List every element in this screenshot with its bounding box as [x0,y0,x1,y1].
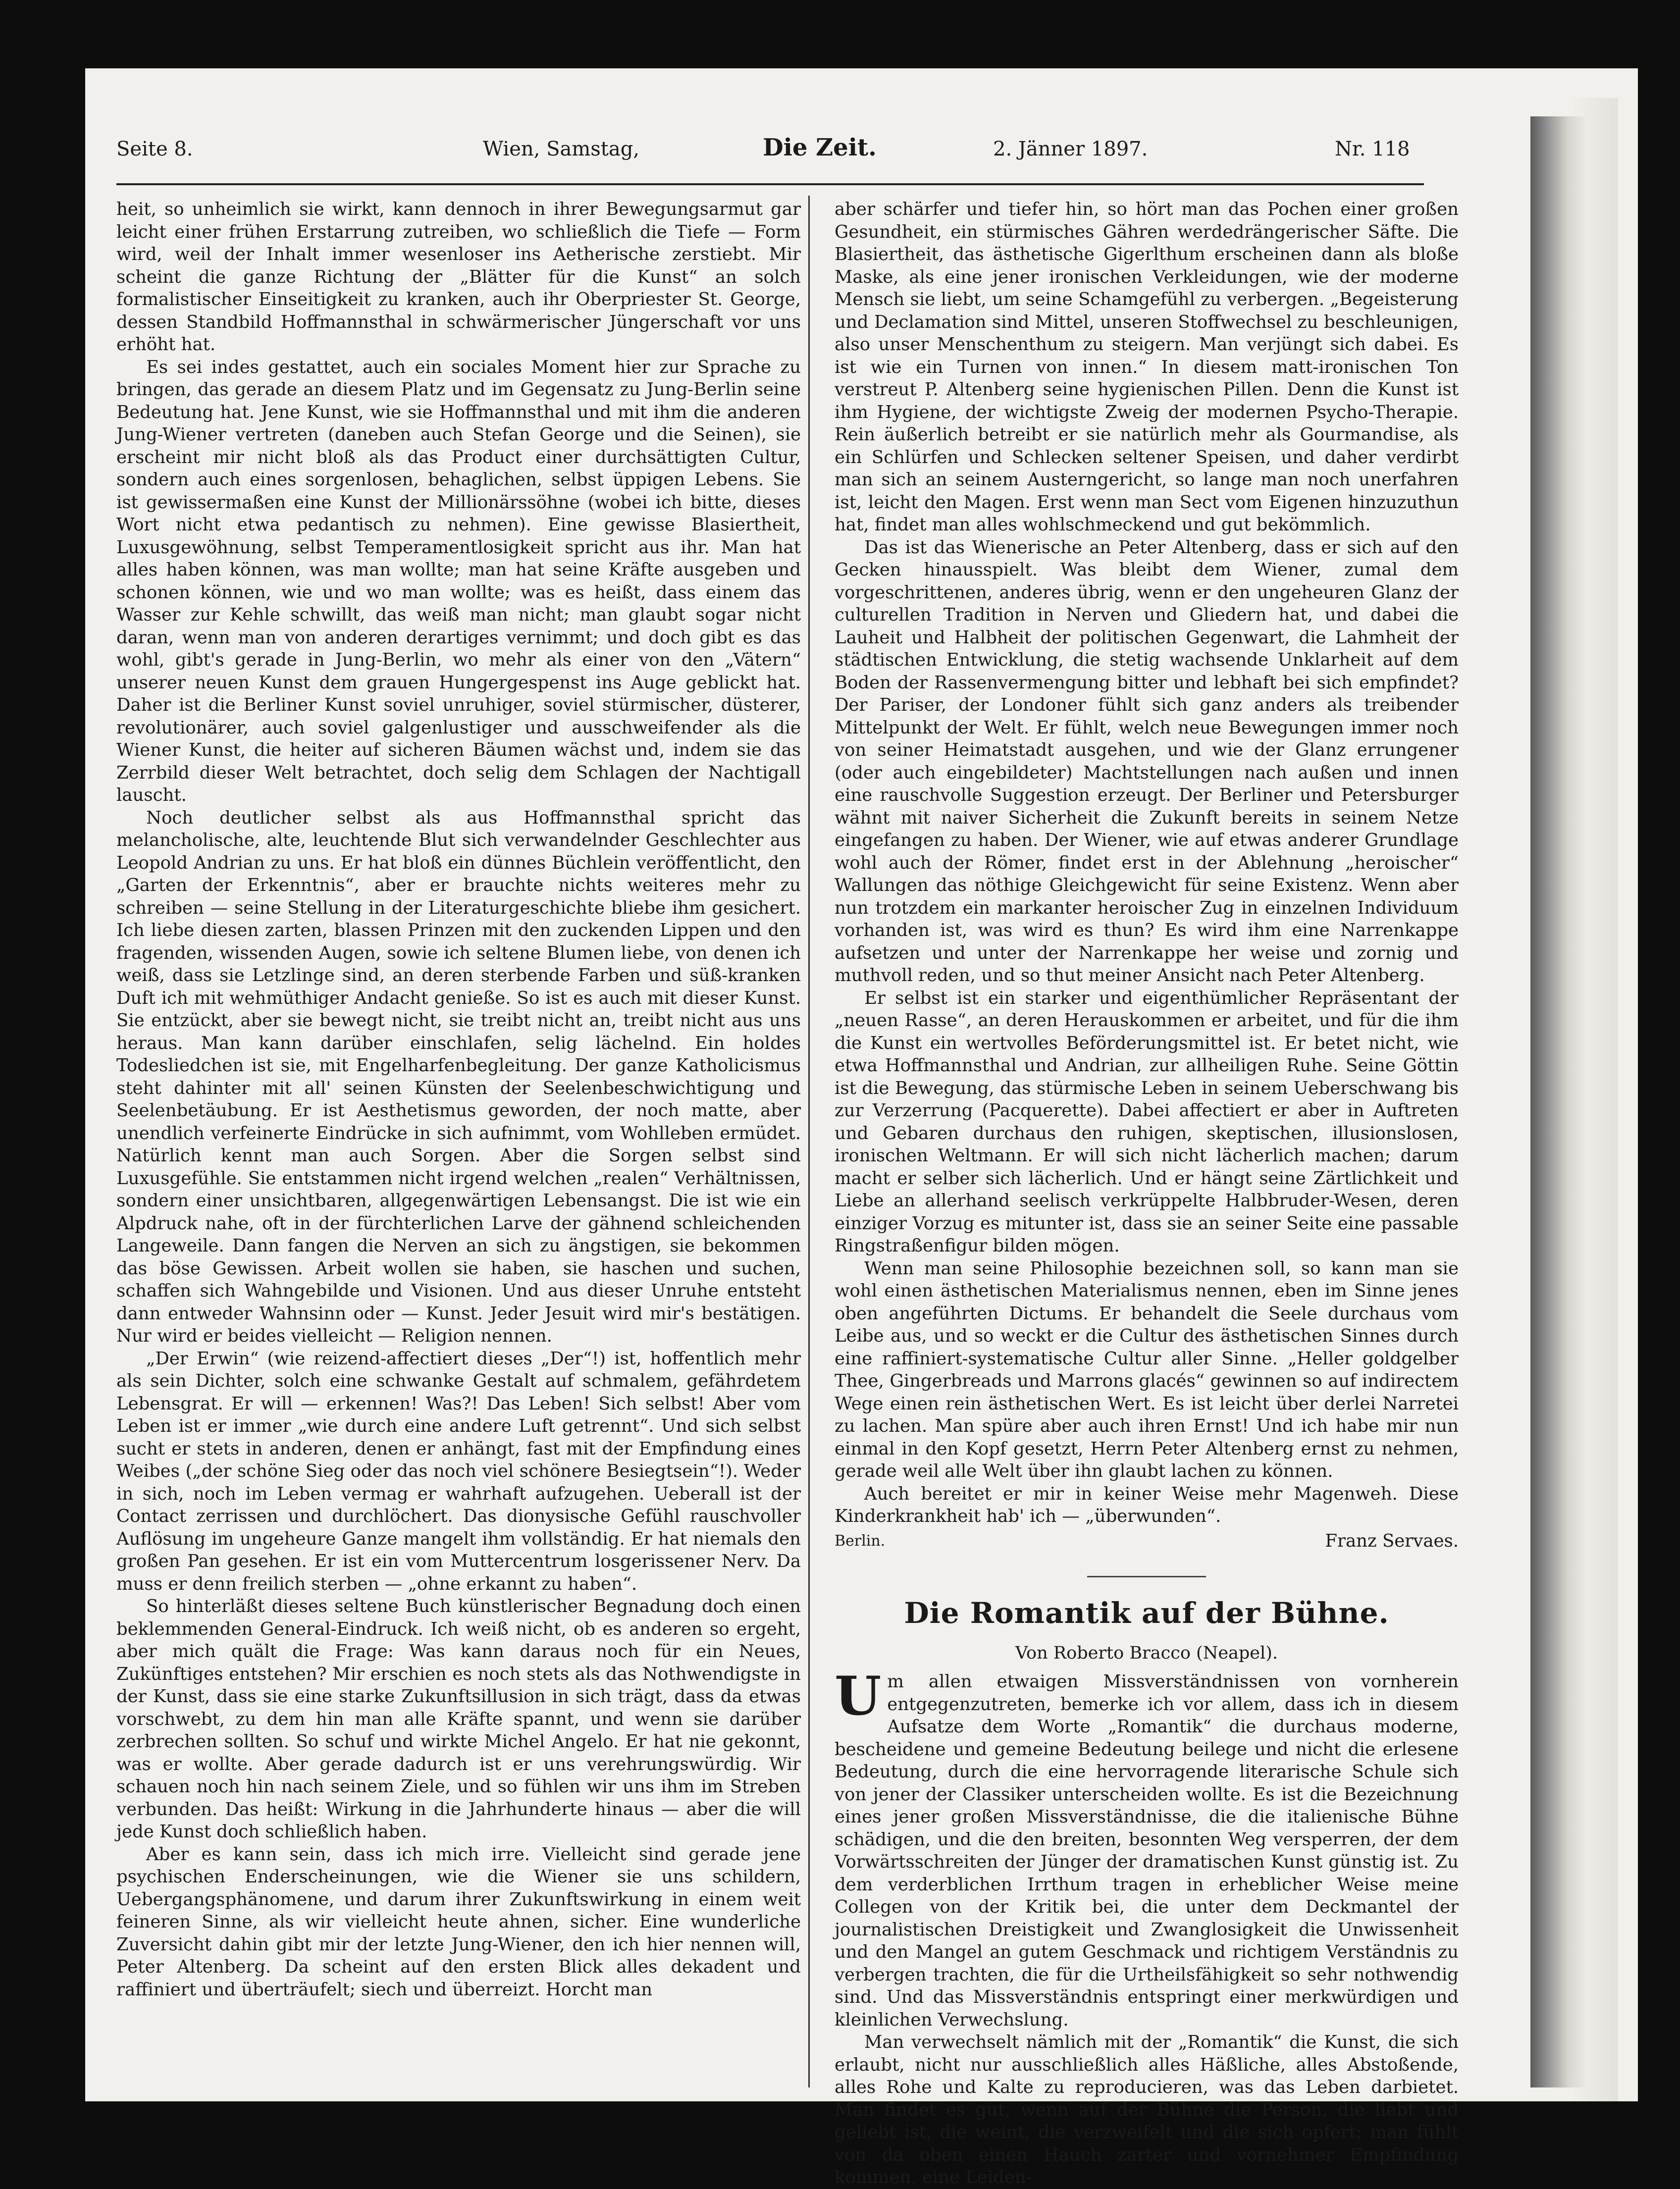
issue-number: Nr. 118 [1335,138,1410,160]
paragraph: Er selbst ist ein starker und eigenthümlicher Repräsentant der „neuen Rasse“, an deren Herauskommen er arbeitet, und für die ihm die Kunst ein wertvolles Beförderungsmittel ist. Er betet nicht, wie etwa Hoffmannsthal und Andrian, zur allheiligen Ruhe. Seine Göttin ist die Bewegung, das stürmische Leben in seinem Ueberschwang bis zur Verzerrung (Pacquerette). Dabei affectiert er aber in Auftreten und Gebaren durchaus den ruhigen, skeptischen, illusionslosen, ironischen Weltmann. Er will sich nicht lächerlich machen; darum macht er selber sich lächerlich. Und er hängt seine Zärtlichkeit und Liebe an allerhand seelisch verkrüppelte Halbbruder-Wesen, deren einziger Vorzug es mitunter ist, dass sie an seiner Seite eine passable Ringstraßenfigur bilden mögen. [835,988,1459,1256]
issue-date: 2. Jänner 1897. [993,138,1148,160]
paragraph: Es sei indes gestattet, auch ein sociales Moment hier zur Sprache zu bringen, das gerade an diesem Platz und im Gegensatz zu Jung-Berlin seine Bedeutung hat. Jene Kunst, wie sie Hoffmannsthal und mit ihm die anderen Jung-Wiener vertreten (daneben auch Stefan George und die Seinen), sie erscheint mir nicht bloß als das Product einer durchsättigten Cultur, sondern auch eines sorgenlosen, behaglichen, selbst üppigen Lebens. Sie ist gewissermaßen eine Kunst der Millionärssöhne (wobei ich bitte, dieses Wort nicht etwa pedantisch zu nehmen). Eine gewisse Blasiertheit, Luxusgewöhnung, selbst Temperamentlosigkeit spricht aus ihr. Man hat alles haben können, was man wollte; man hat seine Kräfte ausgeben und schonen können, wie und wo man wollte; was es heißt, dass einem das Wasser zur Kehle schwillt, das weiß man nicht; man glaubt sogar nicht daran, wenn man von anderen derartiges vernimmt; und doch gibt es das wohl, gibt's gerade in Jung-Berlin, wo mehr als einer von den „Vätern“ unserer neuen Kunst dem grauen Hungergespenst ins Auge geblickt hat. Daher ist die Berliner Kunst soviel unruhiger, soviel stürmischer, düsterer, revolutionärer, auch soviel galgenlustiger und ausschweifender als die Wiener Kunst, die heiter auf sicheren Bäumen wächst und, indem sie das Zerrbild dieser Welt betrachtet, doch selig dem Schlagen der Nachtigall lauscht. [116,357,801,805]
author-signature: Franz Servaes. [1325,1530,1459,1551]
paragraph [835,1665,1459,2031]
paragraph: Noch deutlicher selbst als aus Hoffmannsthal spricht das melancholische, alte, leuchtende Blut sich verwandelnder Geschlechter aus Leopold Andrian zu uns. Er hat bloß ein dünnes Büchlein veröffentlicht, den „Garten der Erkenntnis“, aber er brauchte nichts weiteres mehr zu schreiben — seine Stellung in der Literaturgeschichte bliebe ihm gesichert. Ich liebe diesen zarten, blassen Prinzen mit den zuckenden Lippen und den fragenden, wissenden Augen, sowie ich seltene Blumen liebe, von denen ich weiß, dass sie Letzlinge sind, an deren sterbende Farben und süß-kranken Duft ich mit wehmüthiger Andacht genieße. So ist es auch mit dieser Kunst. Sie entzückt, aber sie bewegt nicht, sie treibt nicht an, treibt nicht aus uns heraus. Man kann darüber einschlafen, selig lächelnd. Ein holdes Todesliedchen ist sie, mit Engelharfenbegleitung. Der ganze Katholicismus steht dahinter mit all' seinen Künsten der Seelenbeschwichtigung und Seelenbetäubung. Er ist Aesthetismus geworden, der noch matte, aber unendlich verfeinerte Eindrücke in sich aufnimmt, vom Wohlleben ermüdet. Natürlich kennt man auch Sorgen. Aber die Sorgen selbst sind Luxusgefühle. Sie entstammen nicht irgend welchen „realen“ Verhältnissen, sondern einer unsichtbaren, allgegenwärtigen Lebensangst. Die ist wie ein Alpdruck nahe, oft in der fürchterlichen Larve der gähnend schleichenden Langeweile. Dann fangen die Nerven an sich zu ängstigen, sie bekommen das böse Gewissen. Arbeit wollen sie haben, sie haschen und suchen, schaffen sich Wahngebilde und Visionen. Und aus dieser Unruhe entsteht dann entweder Wahnsinn oder — Kunst. Jeder Jesuit wird mir's bestätigen. Nur wird er beides vielleicht — Religion nennen. [116,807,801,1346]
header-rule [116,183,1424,185]
paragraph: Das ist das Wienerische an Peter Altenberg, dass er sich auf den Gecken hinausspielt. Was bleibt dem Wiener, zumal dem vorgeschrittenen, anderes übrig, wenn er den ungeheuren Glanz der culturellen Tradition in Nerven und Gliedern hat, und dabei die Lauheit und Halbheit der politischen Gegenwart, die Lahmheit der städtischen Entwicklung, die stetig wachsende Unklarheit auf dem Boden der Rassenvermengung bitter und lebhaft bei sich empfindet? Der Pariser, der Londoner fühlt sich ganz anders als treibender Mittelpunkt der Welt. Er fühlt, welch neue Bewegungen immer noch von seiner Heimatstadt ausgehen, und wie der Glanz errungener (oder auch eingebildeter) Machtstellungen nach außen und innen eine rauschvolle Suggestion erzeugt. Der Berliner und Petersburger wähnt mit naiver Sicherheit die Zukunft bereits in seinem Netze eingefangen zu haben. Der Wiener, wie auf etwas anderer Grundlage wohl auch der Römer, findet erst in der Ablehnung „heroischer“ Wallungen das nöthige Gleichgewicht für seine Existenz. Wenn aber nun trotzdem ein markanter heroischer Zug in einzelnen Individuum vorhanden ist, was wird es thun? Es wird ihm eine Narrenkappe aufsetzen und unter der Narrenkappe her weise und zornig und muthvoll reden, und so thut meiner Ansicht nach Peter Altenberg. [835,537,1459,986]
paragraph: aber schärfer und tiefer hin, so hört man das Pochen einer großen Gesundheit, ein stürmisches Gähren werdedrängerischer Säfte. Die Blasiertheit, das ästhetische Gigerlthum erscheinen dann als bloße Maske, als eine jener ironischen Verkleidungen, wie der moderne Mensch sie liebt, um seine Schamgefühl zu verbergen. „Begeisterung und Declamation sind Mittel, unseren Stoffwechsel zu beschleunigen, also unser Menschenthum zu steigern. Man verjüngt sich dabei. Es ist wie ein Turnen von innen.“ In diesem matt-ironischen Ton verstreut P. Altenberg seine hygienischen Pillen. Denn die Kunst ist ihm Hygiene, der wichtigste Zweig der modernen Psycho-Therapie. Rein äußerlich betreibt er sie natürlich mehr als Gourmandise, als ein Schlürfen und Schlecken seltener Speisen, und daher verdirbt man sich an seinem Austerngericht, so lange man noch unerfahren ist, leicht den Magen. Erst wenn man Sect vom Eigenen hinzuzuthun hat, findet man alles wohlschmeckend und gut bekömmlich. [835,199,1459,535]
scan-binding-strip [1530,116,1585,2087]
paragraph: heit, so unheimlich sie wirkt, kann dennoch in ihrer Bewegungsarmut gar leicht einer frühen Erstarrung zutreiben, wo schließlich die Tiefe — Form wird, weil der Inhalt immer wesenloser ins Aetherische zerstiebt. Mir scheint die ganze Richtung der „Blätter für die Kunst“ an solch formalistischer Einseitigkeit zu kranken, auch ihr Oberpriester St. George, dessen Standbild Hoffmannsthal in schwärmerischer Jüngerschaft vor uns erhöht hat. [116,199,801,355]
right-column [835,198,1459,2189]
article-title: Die Romantik auf der Bühne. [904,1596,1389,1630]
left-column [116,198,801,2001]
paragraph: „Der Erwin“ (wie reizend-affectiert dieses „Der“!) ist, hoffentlich mehr als sein Dichter, solch eine schwanke Gestalt auf schmalem, gefährdetem Lebensgrat. Er will — erkennen! Was?! Das Leben! Sich selbst! Aber vom Leben ist er immer „wie durch eine andere Luft getrennt“. Und sich selbst sucht er stets in anderen, denen er anhängt, fast mit der Empfindung eines Weibes („der schöne Sieg oder das noch viel schönere Besiegtsein“!). Weder in sich, noch im Leben vermag er wahrhaft aufzugehen. Ueberall ist der Contact zerrissen und durchlöchert. Das dionysische Gefühl rauschvoller Auflösung im ungeheure Ganze mangelt ihm vollständig. Er hat niemals den großen Pan gesehen. Er ist ein vom Muttercentrum losgerissener Nerv. Da muss er denn freilich sterben — „ohne erkannt zu haben“. [116,1348,801,1594]
paragraph: Auch bereitet er mir in keiner Weise mehr Magenweh. Diese Kinderkrankheit hab' ich — „überwunden“. [835,1483,1459,1526]
paragraph: So hinterläßt dieses seltene Buch künstlerischer Begnadung doch einen beklemmenden General-Eindruck. Ich weiß nicht, ob es anderen so ergeht, aber mich quält die Frage: Was kann daraus noch für ein Neues, Zukünftiges entstehen? Mir erschien es noch stets als das Nothwendigste in der Kunst, dass sie eine starke Zukunftsillusion in sich trägt, dass da etwas vorschwebt, zu dem hin man alle Kräfte spannt, und wenn sie darüber zerbrechen sollten. So schuf und wirkte Michel Angelo. Er hat nie gekonnt, was er wollte. Aber gerade dadurch ist er uns verehrungswürdig. Wir schauen noch hin nach seinem Ziele, und so fühlen wir uns ihm im Streben verbunden. Das heißt: Wirkung in die Jahrhunderte hinaus — aber die will jede Kunst doch schließlich haben. [116,1596,801,1842]
column-divider [808,196,810,2087]
paragraph: Wenn man seine Philosophie bezeichnen soll, so kann man sie wohl einen ästhetischen Materialismus nennen, eben im Sinne jenes oben angeführten Dictums. Er behandelt die Seele durchaus vom Leibe aus, und so weckt er die Cultur des ästhetischen Sinnes durch eine raffiniert-systematische Cultur aller Sinne. „Heller goldgelber Thee, Gingerbreads und Marrons glacés“ gewinnen so auf indirectem Wege einen rein ästhetischen Wert. Es ist leicht über derlei Narretei zu lachen. Man spüre aber auch ihren Ernst! Und ich habe mir nun einmal in den Kopf gesetzt, Herrn Peter Altenberg ernst zu nehmen, gerade weil alle Welt über ihn glaubt lachen zu können. [835,1258,1459,1481]
dateline-place: Berlin. [835,1532,886,1550]
paragraph: Aber es kann sein, dass ich mich irre. Vielleicht sind gerade jene psychischen Enderscheinungen, wie die Wiener sie uns schildern, Uebergangsphänomene, und darum ihrer Zukunftswirkung in einem weit feineren Sinne, als wir vielleicht heute ahnen, sicher. Eine wunderliche Zuversicht dahin gibt mir der letzte Jung-Wiener, den ich hier nennen will, Peter Altenberg. Da scheint auf den ersten Blick alles dekadent und raffiniert und überträufelt; siech und überreizt. Horcht man [116,1844,801,2000]
drop-cap: U [835,1665,882,1727]
paragraph-text: m allen etwaigen Missverständnissen von vornherein entgegenzutreten, bemerke ich vor allem, dass ich in diesem Aufsatze dem Worte „Romantik“ die durchaus moderne, bescheidene und gemeine Bedeutung beilege und nicht die erlesene Bedeutung, durch die eine hervorragende literarische Schule sich von jener der Classiker unterscheiden wollte. Es ist die Bezeichnung eines jener großen Missverständnisse, die die italienische Bühne schädigen, und die den breiten, besonnten Weg versperren, der dem Vorwärtsschreiten der Jünger der dramatischen Kunst günstig ist. Zu dem verderblichen Irrthum tragen in erheblicher Weise meine Collegen von der Kritik bei, die unter dem Deckmantel der journalistischen Dreistigkeit und Zwanglosigkeit die Unwissenheit und den Mangel an gutem Geschmack und richtigem Verständnis zu verbergen trachten, die für die Urtheilsfähigkeit so sehr nothwendig sind. Und das Missverständnis entspringt einer merkwürdigen und kleinlichen Verwechslung. [835,1671,1459,2030]
article-byline: Von Roberto Bracco (Neapel). [1015,1643,1278,1663]
page-number: Seite 8. [116,138,193,160]
page-header [116,133,1424,172]
article-separator [1087,1576,1206,1577]
paragraph: Man verwechselt nämlich mit der „Romantik“ die Kunst, die sich erlaubt, nicht nur ausschließlich alles Häßliche, alles Abstoßende, alles Rohe und Kalte zu reproducieren, was das Leben darbietet. Man findet es gut, wenn auf der Bühne die Person, die liebt und geliebt ist, die weint, die verzweifelt und die sich opfert; man fühlt von da oben einen Hauch zarter und vornehmer Empfindung kommen, eine Leiden- [835,2032,1459,2188]
signature-line [835,1530,1459,1553]
header-place: Wien, Samstag, [483,138,640,160]
newspaper-title: Die Zeit. [763,134,877,161]
